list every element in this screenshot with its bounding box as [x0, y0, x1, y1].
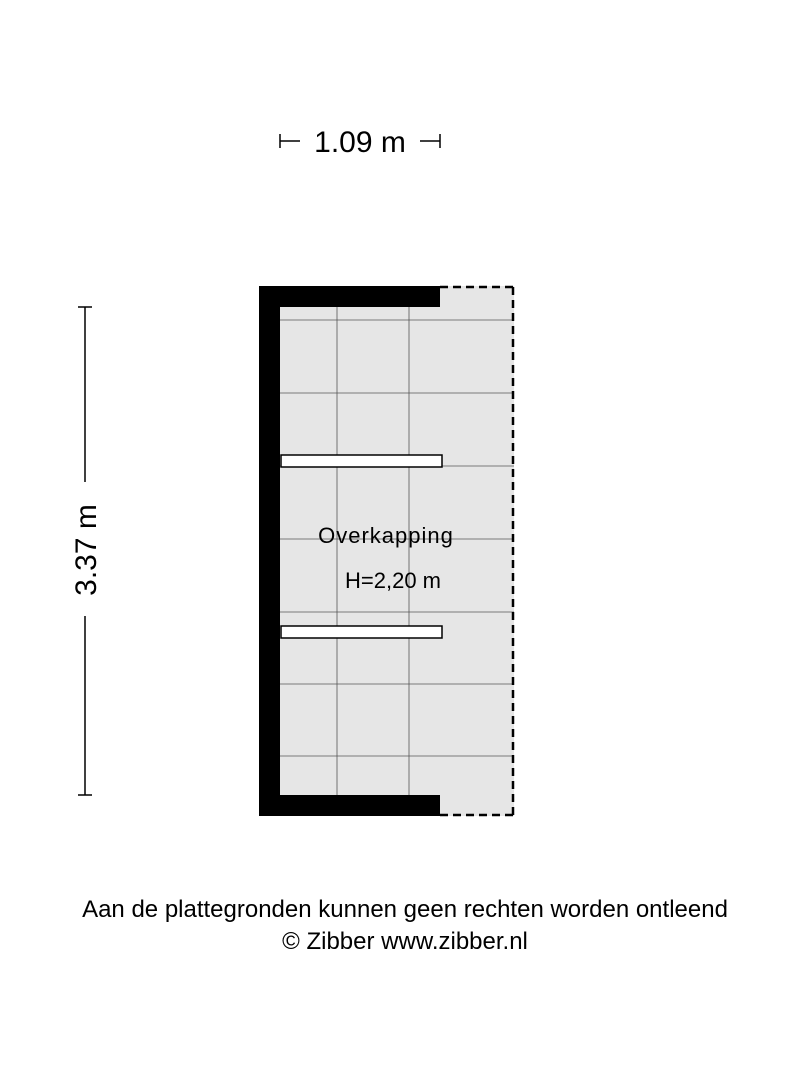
room-height: H=2,20 m	[345, 568, 441, 593]
width-dimension	[280, 126, 440, 159]
wall-left	[259, 286, 280, 816]
beam-upper	[281, 455, 442, 467]
beam-lower	[281, 626, 442, 638]
floor-area	[280, 286, 514, 816]
height-dimension	[70, 307, 103, 795]
width-dimension-label: 1.09 m	[314, 126, 406, 159]
copyright-text: © Zibber www.zibber.nl	[282, 928, 528, 955]
room-name: Overkapping	[318, 523, 454, 548]
wall-top	[259, 286, 440, 307]
wall-bottom	[259, 795, 440, 816]
height-dimension-label: 3.37 m	[70, 504, 103, 596]
disclaimer-text: Aan de plattegronden kunnen geen rechten worden ontleend	[82, 896, 728, 923]
